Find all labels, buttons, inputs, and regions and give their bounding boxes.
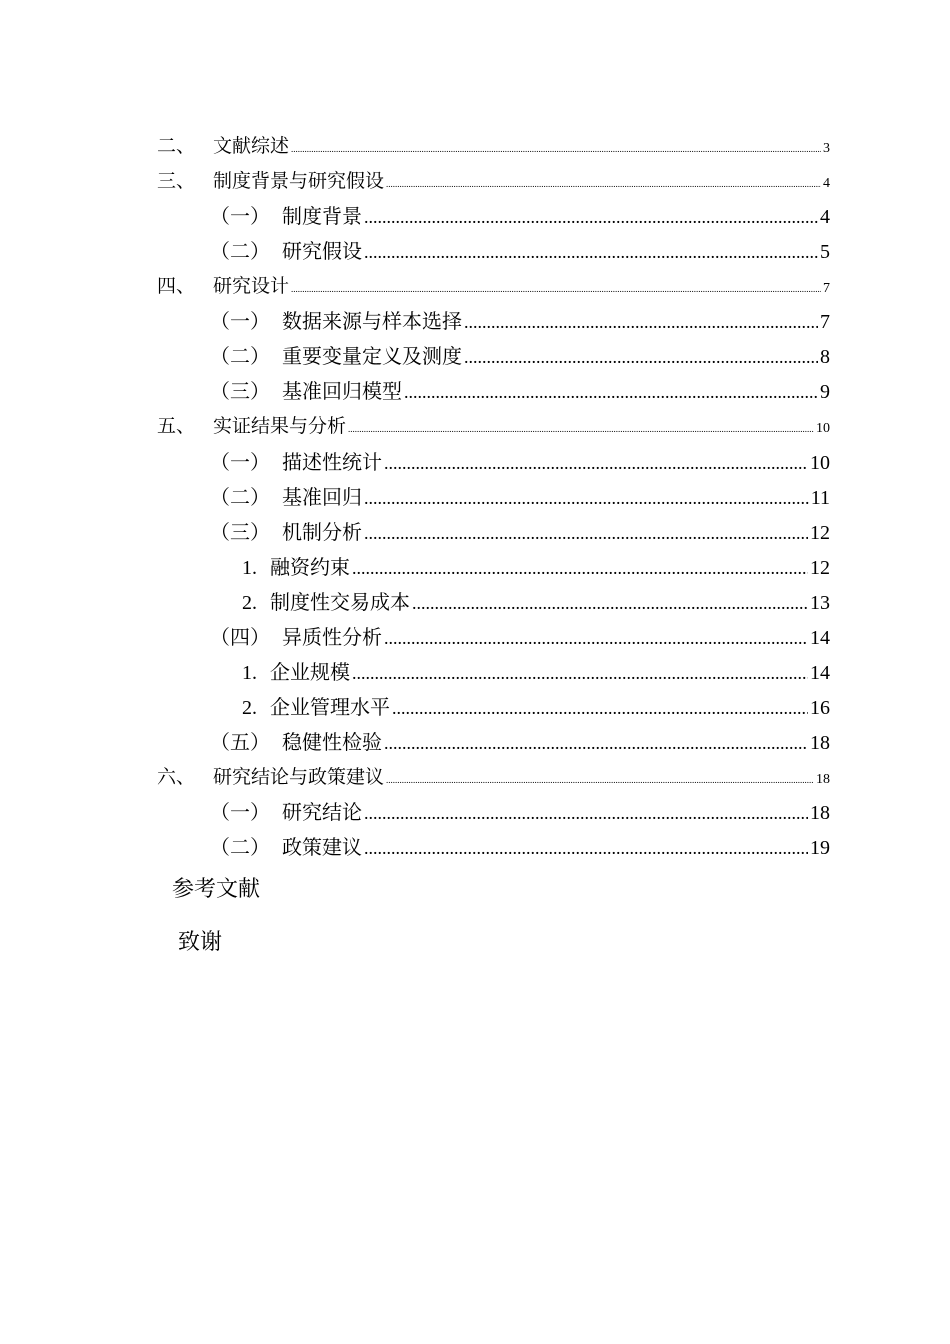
toc-entry-page: 19: [810, 837, 830, 859]
toc-entry-title: 政策建议: [282, 835, 362, 859]
toc-dot-leader: [364, 242, 818, 263]
toc-entry-section[interactable]: [0, 621, 950, 650]
toc-entry-marker: 1.: [242, 662, 257, 684]
toc-entry-subsection[interactable]: [0, 586, 950, 615]
toc-entry-page: 16: [810, 697, 830, 719]
toc-entry-marker: （二）: [210, 344, 270, 368]
toc-dot-leader: [364, 207, 818, 228]
toc-entry-subsection[interactable]: [0, 656, 950, 685]
toc-dot-leader: [386, 179, 821, 189]
toc-dot-leader: [386, 775, 814, 785]
toc-entry-chapter-3[interactable]: [0, 166, 950, 193]
toc-entry-page: 10: [816, 421, 830, 436]
toc-entry-page: 7: [820, 311, 830, 333]
toc-dot-leader: [464, 347, 818, 368]
toc-entry-title: 制度性交易成本: [270, 590, 410, 614]
toc-entry-page: 14: [810, 627, 830, 649]
toc-entry-section[interactable]: [0, 516, 950, 545]
toc-entry-references[interactable]: 参考文献: [172, 877, 261, 902]
toc-entry-section[interactable]: [0, 375, 950, 404]
toc-entry-page: 11: [810, 487, 830, 509]
toc-entry-subsection[interactable]: [0, 691, 950, 720]
toc-entry-marker: （三）: [210, 520, 270, 544]
toc-dot-leader: [291, 144, 821, 154]
toc-dot-leader: [384, 733, 808, 754]
toc-dot-leader: [404, 382, 818, 403]
toc-entry-title: 制度背景与研究假设: [213, 170, 385, 192]
toc-entry-chapter-5[interactable]: [0, 411, 950, 438]
toc-entry-title: 数据来源与样本选择: [282, 309, 462, 333]
toc-entry-title: 研究结论: [282, 800, 362, 824]
toc-entry-marker: （一）: [210, 800, 270, 824]
toc-entry-marker: 1.: [242, 557, 257, 579]
toc-entry-acknowledgements[interactable]: 致谢: [178, 930, 223, 955]
toc-entry-page: 18: [810, 732, 830, 754]
toc-entry-marker: （五）: [210, 730, 270, 754]
toc-entry-page: 7: [823, 281, 830, 296]
toc-entry-page: 9: [820, 381, 830, 403]
toc-entry-page: 4: [823, 176, 830, 191]
toc-entry-title: 异质性分析: [282, 625, 382, 649]
toc-entry-marker: 2.: [242, 592, 257, 614]
toc-dot-leader: [464, 312, 818, 333]
toc-entry-marker: （一）: [210, 450, 270, 474]
toc-entry-section[interactable]: [0, 831, 950, 860]
toc-entry-title: 企业管理水平: [270, 695, 390, 719]
toc-entry-section[interactable]: [0, 796, 950, 825]
toc-dot-leader: [364, 803, 808, 824]
toc-entry-title: 描述性统计: [282, 450, 382, 474]
toc-entry-section[interactable]: [0, 446, 950, 475]
toc-entry-marker: 五、: [157, 415, 196, 437]
toc-entry-title: 重要变量定义及测度: [282, 344, 462, 368]
toc-entry-title: 机制分析: [282, 520, 362, 544]
toc-dot-leader: [291, 284, 821, 294]
toc-entry-marker: 2.: [242, 697, 257, 719]
toc-entry-page: 3: [823, 141, 830, 156]
toc-dot-leader: [364, 838, 808, 859]
toc-entry-title: 稳健性检验: [282, 730, 382, 754]
toc-entry-marker: 四、: [157, 275, 196, 297]
toc-entry-marker: （四）: [210, 625, 270, 649]
toc-entry-marker: 二、: [157, 135, 196, 157]
toc-entry-section[interactable]: [0, 481, 950, 510]
toc-entry-marker: （一）: [210, 309, 270, 333]
toc-entry-chapter-2[interactable]: [0, 131, 950, 158]
toc-dot-leader: [364, 523, 808, 544]
toc-entry-title: 研究假设: [282, 239, 362, 263]
toc-entry-marker: 六、: [157, 766, 196, 788]
toc-dot-leader: [352, 558, 808, 579]
toc-entry-page: 12: [810, 557, 830, 579]
toc-entry-marker: （二）: [210, 835, 270, 859]
toc-dot-leader: [392, 698, 808, 719]
toc-entry-page: 12: [810, 522, 830, 544]
toc-entry-section[interactable]: [0, 305, 950, 334]
toc-entry-page: 13: [810, 592, 830, 614]
toc-dot-leader: [352, 663, 808, 684]
toc-entry-subsection[interactable]: [0, 551, 950, 580]
toc-entry-marker: （三）: [210, 379, 270, 403]
toc-entry-page: 8: [820, 346, 830, 368]
toc-dot-leader: [384, 628, 808, 649]
toc-entry-page: 18: [816, 772, 830, 787]
toc-entry-title: 基准回归: [282, 485, 362, 509]
toc-entry-title: 实证结果与分析: [213, 415, 347, 437]
toc-entry-section[interactable]: [0, 200, 950, 229]
toc-entry-section[interactable]: [0, 235, 950, 264]
toc-dot-leader: [348, 424, 814, 434]
toc-entry-page: 4: [820, 206, 830, 228]
toc-entry-page: 14: [810, 662, 830, 684]
toc-entry-marker: 三、: [157, 170, 196, 192]
toc-entry-chapter-6[interactable]: [0, 762, 950, 789]
toc-entry-marker: （二）: [210, 239, 270, 263]
toc-entry-chapter-4[interactable]: [0, 271, 950, 298]
toc-entry-page: 18: [810, 802, 830, 824]
toc-entry-section[interactable]: [0, 340, 950, 369]
toc-entry-title: 研究设计: [213, 275, 290, 297]
toc-entry-marker: （二）: [210, 485, 270, 509]
toc-entry-title: 基准回归模型: [282, 379, 402, 403]
toc-entry-marker: （一）: [210, 204, 270, 228]
toc-entry-title: 企业规模: [270, 660, 350, 684]
toc-entry-title: 文献综述: [213, 135, 290, 157]
toc-entry-title: 制度背景: [282, 204, 362, 228]
toc-dot-leader: [412, 593, 808, 614]
toc-entry-section[interactable]: [0, 726, 950, 755]
toc-entry-title: 融资约束: [270, 555, 350, 579]
toc-entry-title: 研究结论与政策建议: [213, 766, 385, 788]
toc-entry-page: 10: [810, 452, 830, 474]
toc-dot-leader: [384, 453, 808, 474]
toc-dot-leader: [364, 488, 809, 509]
toc-entry-page: 5: [820, 241, 830, 263]
